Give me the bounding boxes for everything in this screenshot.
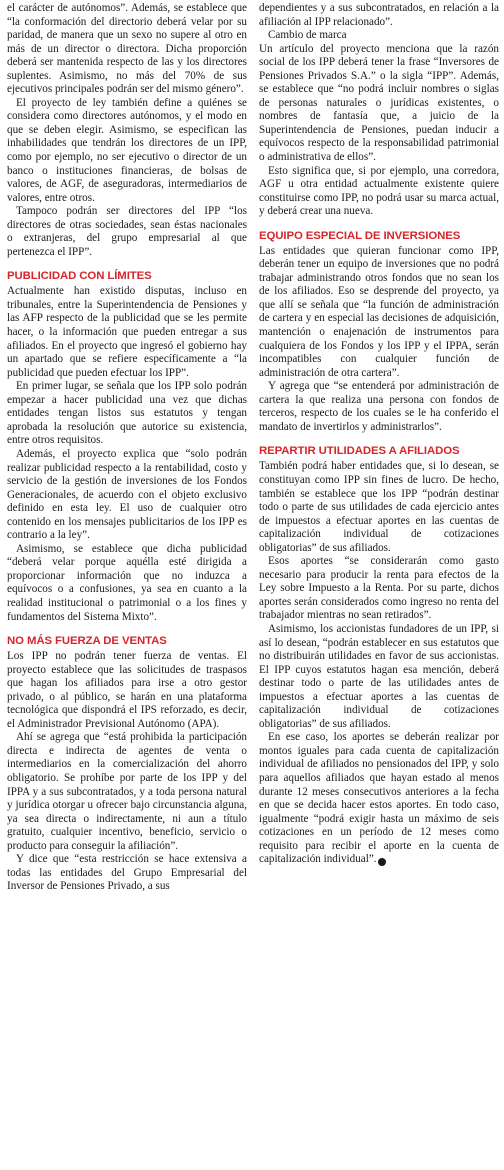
publication-end-mark-icon: ● — [378, 858, 386, 866]
paragraph: Asimismo, los accionistas fundadores de un IPP, si así lo desean, “podrán establecer en sus estatutos que no distribuirán utilidades en favor de sus accionistas. El IPP cuyos estatutos hagan esa mención, deberá destinar todo o parte de las utilidades antes de impuestos a efectuar aportes a las cuentas de capitalización individual de cotizaciones obligatorias” de sus afiliados. — [259, 622, 499, 730]
section-heading-publicidad: PUBLICIDAD CON LÍMITES — [7, 270, 152, 283]
paragraph: El proyecto de ley también define a quiénes se considera como directores autónomos, y el modo en que se deben elegir. Asimismo, se especifican las inhabilidades que tendrán los directores de un IPP, como por ejemplo, no ser ejecutivo o director de un banco o instituciones financieras, de bolsas de valores, de AGF, de aseguradoras, intermediarios de valores, entre otros. — [7, 96, 247, 204]
paragraph: Esos aportes “se considerarán como gasto necesario para producir la renta para efectos de la Ley sobre Impuesto a la Renta. Por su parte, dichos aportes serán considerados como ingreso no renta del trabajador mientras no sean retirados”. — [259, 555, 499, 622]
paragraph: Y agrega que “se entenderá por administración de cartera la que realiza una persona con fondos de terceros, respecto de los cuales se le ha conferido el mandato de invertirlos y administrarlos”. — [259, 380, 499, 433]
section-heading-equipo-inversiones: EQUIPO ESPECIAL DE INVERSIONES — [259, 229, 461, 242]
column-left — [7, 2, 247, 1170]
paragraph: Actualmente han existido disputas, incluso en tribunales, entre la Superintendencia de Pensiones y las AFP respecto de la publicidad que se les permite hacer, o la información que pueden entregar a sus afiliados. En el proyecto que ingresó el gobierno hay un apartado que se refiere específicamente a “la publicidad que pueden efectuar los IPP”. — [7, 285, 247, 379]
paragraph: En primer lugar, se señala que los IPP solo podrán empezar a hacer publicidad una vez que dichas entidades tengan listos sus estatutos y tengan aprobada la resolución que autorice su existencia, entre otros requisitos. — [7, 380, 247, 447]
paragraph: Ahí se agrega que “está prohibida la participación directa e indirecta de agentes de venta o intermediarios en la comercialización del ahorro obligatorio. Se prohíbe por parte de los IPP y del IPPA y a sus subcontratados, y a toda persona natural y jurídica otorgar u ofrecer bajo circunstancia alguna, ya sea directa o indirectamente, ni aun a título gratuito, cualquier incentivo, beneficio, servicio o producto para conseguir la afiliación”. — [7, 731, 247, 852]
paragraph: Esto significa que, si por ejemplo, una corredora, AGF u otra entidad actualmente existente quiere constituirse como IPP, no podrá usar su marca actual, y deberá crear una nueva. — [259, 164, 499, 218]
paragraph: el carácter de autónomos”. Además, se establece que “la conformación del directorio deberá velar por su paridad, de manera que un sexo no supere al otro en más de un director o directora. Dicha proporción deberá ser mantenida respecto de las y los directores suplentes. Asimismo, no más del 70% de sus ejecutivos principales podrán ser del mismo género”. — [7, 2, 247, 96]
paragraph: Las entidades que quieran funcionar como IPP, deberán tener un equipo de inversiones que no podrá trabajar administrando otros fondos que no sean los de los afiliados. Eso se desprende del proyecto, ya que allí se señala que “la función de administración de cartera y en especial las decisiones de adquisición, mantención o enajenación de instrumentos para cualquiera de los Fondos y los IPP y el IPPA, serán incompatibles con cualquier función de administración de otra cartera”. — [259, 244, 499, 379]
paragraph: Tampoco podrán ser directores del IPP “los directores de otras sociedades, sean éstas nacionales o extranjeras, del grupo empresarial al que pertenezca el IPP”. — [7, 205, 247, 258]
paragraph: Además, el proyecto explica que “solo podrán realizar publicidad respecto a la rentabilidad, costo y servicio de la gestión de inversiones de los Fondos Generacionales, de acuerdo con el objeto exclusivo definido en esta ley. El uso de cualquier otro contenido en los mensajes publicitarios de los IPP es contrario a la ley”. — [7, 447, 247, 542]
paragraph-text: En ese caso, los aportes se deberán realizar por montos iguales para cada cuenta de capitalización individual de afiliados no pensionados del IPP, y solo para aquellos afiliados que hayan estado al menos durante 12 meses consecutivos anteriores a la fecha en que se decida hacer estos aportes. En todo caso, igualmente “podrá exigir hasta un máximo de seis cotizaciones en un período de 12 meses como requisito para recibir el aporte en la cuenta de capitalización individual”. — [259, 731, 499, 866]
paragraph: Los IPP no podrán tener fuerza de ventas. El proyecto establece que las solicitudes de traspasos que hagan los afiliados para irse a otro gestor privado, o al público, se harán en una plataforma tecnológica que dispondrá el IPS reforzado, es decir, el Administrador Previsional Autónomo (APA). — [7, 650, 247, 730]
paragraph: Asimismo, se establece que dicha publicidad “deberá velar porque aquélla esté dirigida a proporcionar información que no induzca a equívocos o a confusiones, ya sea en cuanto a la realidad institucional o patrimonial o a los fines y fundamentos del Sistema Mixto”. — [7, 542, 247, 623]
section-heading-fuerza-ventas: NO MÁS FUERZA DE VENTAS — [7, 635, 167, 648]
paragraph-final — [259, 731, 499, 866]
paragraph: dependientes y a sus subcontratados, en relación a la afiliación al IPP relacionado”. — [259, 2, 499, 28]
paragraph: También podrá haber entidades que, si lo desean, se constituyan como IPP sin fines de lucro. De hecho, también se establece que los IPP “podrán destinar todo o parte de sus utilidades de cada ejercicio antes de impuestos a efectuar aportes en las cuentas de capitalización individual de cotizaciones obligatorias” de sus afiliados. — [259, 460, 499, 554]
paragraph: Y dice que “esta restricción se hace extensiva a todas las entidades del Grupo Empresarial del Inversor de Pensiones Privado, a sus — [7, 853, 247, 893]
column-right — [259, 2, 499, 1170]
section-heading-repartir-utilidades: REPARTIR UTILIDADES A AFILIADOS — [259, 445, 460, 458]
subheading-cambio-marca: Cambio de marca — [268, 29, 347, 42]
paragraph: Un artículo del proyecto menciona que la razón social de los IPP deberá tener la frase “Inversores de Pensiones Privados S.A.” o la sigla “IPP”. Además, se establece que “no podrá incluir nombres o siglas de personas naturales o jurídicas existentes, o nombres de fantasía que, a juicio de la Superintendencia de Pensiones, puedan inducir a equívocos respecto de la responsabilidad patrimonial o administrativa de ellos”. — [259, 42, 499, 164]
